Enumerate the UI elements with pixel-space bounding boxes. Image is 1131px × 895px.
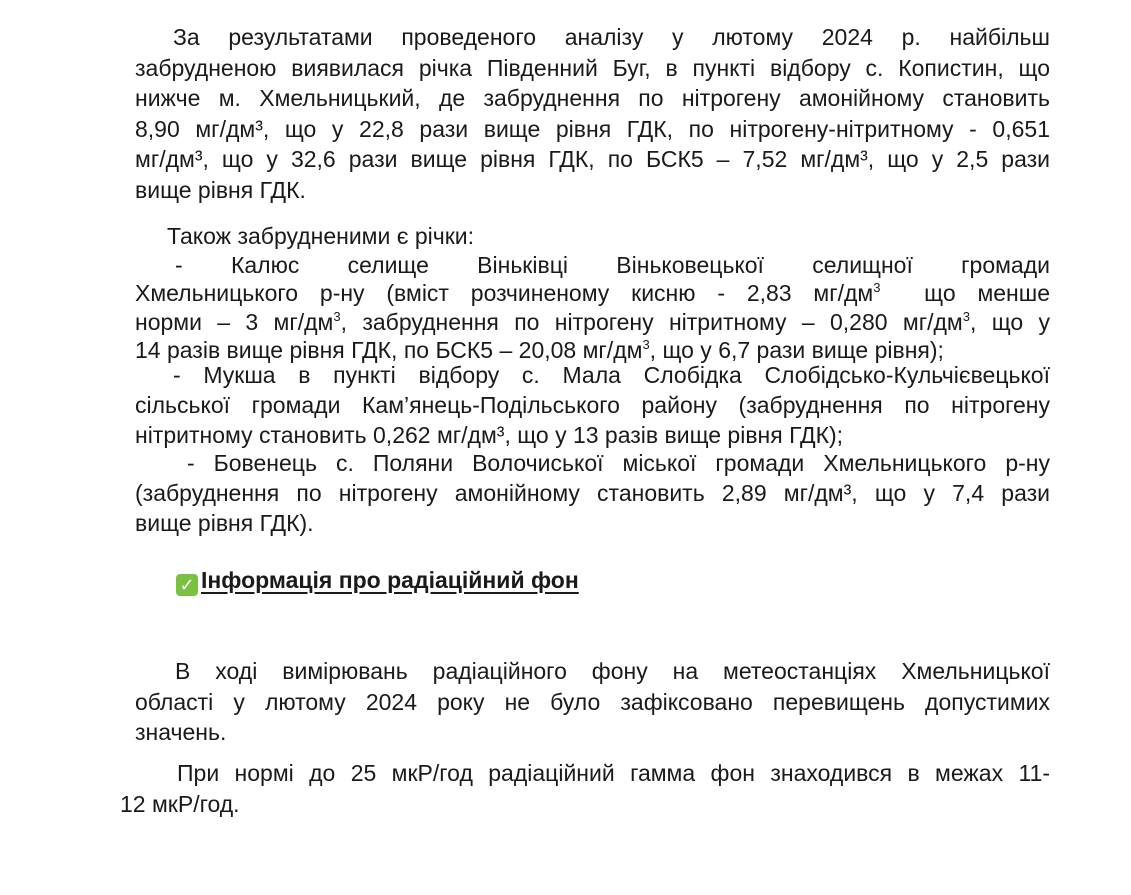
text-fragment: Хмельницького р-ну (вміст розчиненому кисню - 2,83 мг/дм xyxy=(135,280,874,306)
list-item-kalius-line1: - Калюс селище Віньківці Віньковецької селищної громади xyxy=(175,251,1050,278)
list-item-bovenets xyxy=(135,448,1050,538)
text-fragment: норми – 3 мг/дм xyxy=(135,308,334,335)
paragraph-polluted-rivers-list xyxy=(135,222,1050,365)
text-line: значень. xyxy=(135,719,227,745)
text-line: сільської громади Кам’янець-Подільського району (забруднення по нітрогену xyxy=(135,392,1050,418)
superscript: 3 xyxy=(962,308,970,324)
section-heading-radiation xyxy=(176,563,579,597)
superscript: 3 xyxy=(873,280,881,295)
text-line: В ході вимірювань радіаційного фону на метеостанціях Хмельницької xyxy=(175,658,1050,684)
heading-text: Інформація про радіаційний фон xyxy=(201,567,579,593)
text-line: області у лютому 2024 року не було зафіксовано перевищень допустимих xyxy=(135,688,1050,715)
superscript: 3 xyxy=(642,337,650,352)
list-item-muksha xyxy=(135,360,1050,450)
text-line: нітритному становить 0,262 мг/дм³, що у 13 разів вище рівня ГДК); xyxy=(135,422,844,448)
text-line: (забруднення по нітрогену амонійному становить 2,89 мг/дм³, що у 7,4 рази xyxy=(135,480,1050,506)
text-fragment: , забруднення по нітрогену нітритному – 0,280 мг/дм xyxy=(340,308,963,335)
text-line: забрудненою виявилася річка Південний Буг, в пункті відбору с. Копистин, що xyxy=(135,54,1050,81)
paragraph-radiation-norm xyxy=(120,758,1050,819)
text-fragment: 14 разів вище рівня ГДК, по БСК5 – 20,08 мг/дм xyxy=(135,337,643,363)
text-line: - Бовенець с. Поляни Волочиської міської громади Хмельницького р-ну xyxy=(187,450,1050,476)
superscript: 3 xyxy=(333,308,341,324)
text-line: вище рівня ГДК). xyxy=(135,510,314,536)
list-item-kalius-line3 xyxy=(135,308,1050,337)
text-line: При нормі до 25 мкР/год радіаційний гамма фон знаходився в межах 11- xyxy=(177,760,1050,786)
paragraph-radiation-measurements xyxy=(135,656,1050,748)
text-fragment: , що у xyxy=(969,308,1050,335)
list-intro: Також забрудненими є річки: xyxy=(167,223,475,249)
paragraph-river-pollution-summary xyxy=(135,22,1050,205)
text-line: 12 мкР/год. xyxy=(120,790,240,817)
check-mark-icon: ✓ xyxy=(176,574,198,596)
text-line: За результатами проведеного аналізу у лютому 2024 р. найбільш xyxy=(173,24,1050,50)
text-fragment: , що у 6,7 рази вище рівня); xyxy=(649,337,944,363)
text-line: вище рівня ГДК. xyxy=(135,176,306,203)
text-line: 8,90 мг/дм³, що у 22,8 рази вище рівня ГДК, по нітрогену-нітритному - 0,651 xyxy=(135,115,1050,142)
text-line: мг/дм³, що у 32,6 рази вище рівня ГДК, по БСК5 – 7,52 мг/дм³, що у 2,5 рази xyxy=(135,146,1050,172)
text-line: - Мукша в пункті відбору с. Мала Слобідка Слобідсько-Кульчієвецької xyxy=(173,362,1050,388)
list-item-kalius-line2 xyxy=(135,279,1050,308)
text-fragment: що менше xyxy=(880,280,1050,306)
text-line: нижче м. Хмельницький, де забруднення по нітрогену амонійному становить xyxy=(135,85,1050,111)
